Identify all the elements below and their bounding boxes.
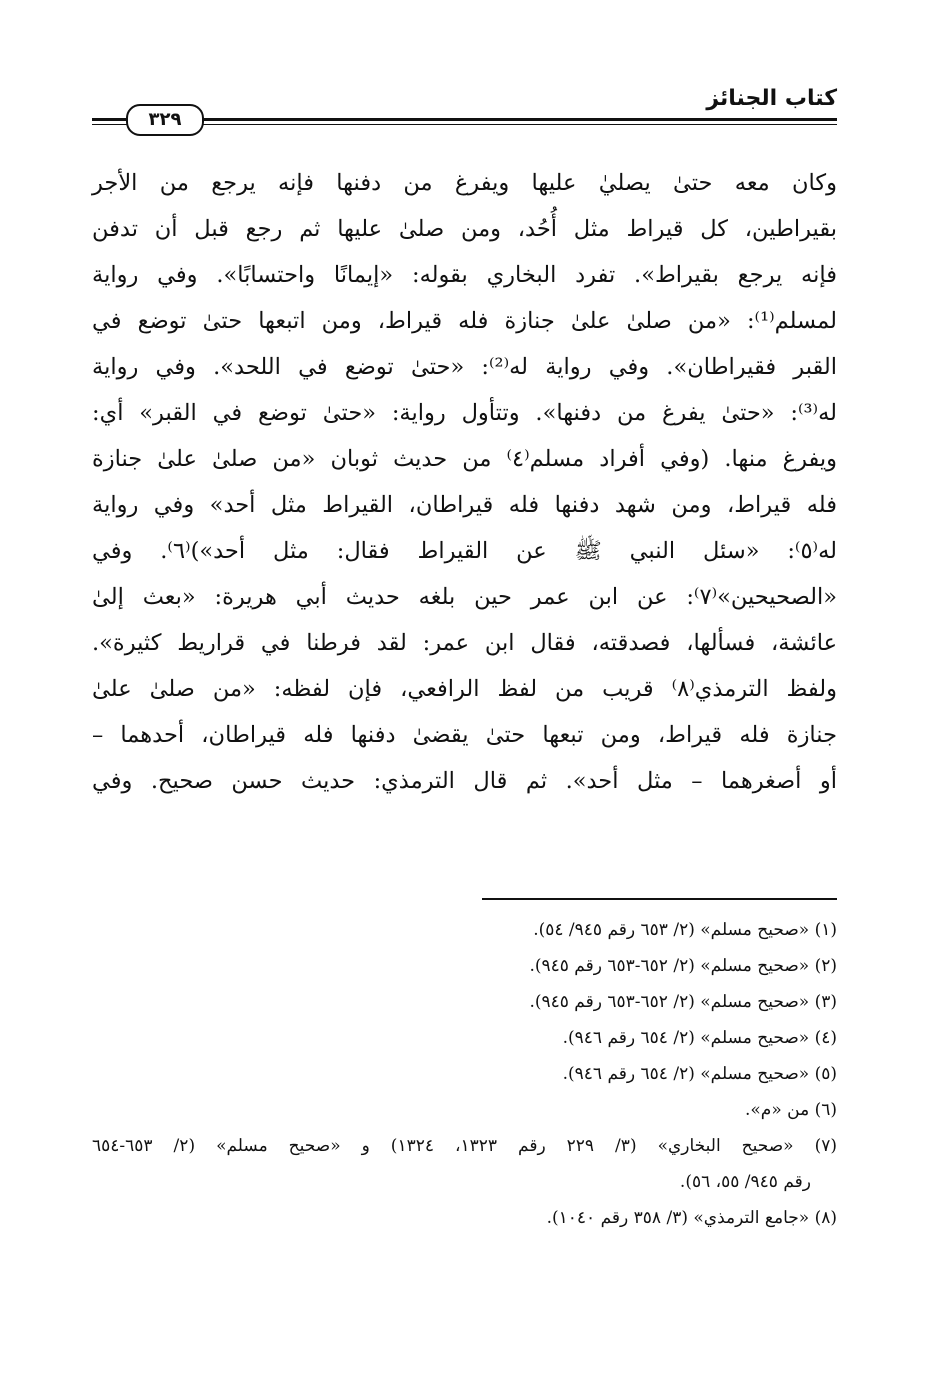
footnote: (٨) «جامع الترمذي» (٣/ ٣٥٨ رقم ١٠٤٠).	[546, 1208, 837, 1228]
footnotes	[92, 912, 837, 1236]
text-line: «الصحيحين»⁽٧⁾: عن ابن عمر حين بلغه حديث أبي هريرة: «بعث إلىٰ	[92, 584, 837, 610]
footnote: (٣) «صحيح مسلم» (٢/ ٦٥٢-٦٥٣ رقم ٩٤٥).	[529, 992, 837, 1012]
text-line: أو أصغرهما – مثل أحد». ثم قال الترمذي: حديث حسن صحيح. وفي	[92, 768, 837, 794]
text-line: له⁽٥⁾: «سئل النبي ﷺ عن القيراط فقال: مثل أحد»)⁽٦⁾. وفي	[92, 538, 837, 564]
chapter-title: كتاب الجنائز	[706, 86, 837, 111]
text-line: القبر فقيراطان». وفي رواية له⁽²⁾: «حتىٰ توضع في اللحد». وفي رواية	[92, 354, 838, 380]
text-line: فله قيراط، ومن شهد دفنها فله قيراطان، القيراط مثل أحد» وفي رواية	[92, 492, 837, 518]
footnote: (٧) «صحيح البخاري» (٣/ ٢٢٩ رقم ١٣٢٣، ١٣٢٤) و «صحيح مسلم» (٢/ ٦٥٣-٦٥٤	[92, 1136, 837, 1156]
text-line: جنازة فله قيراط، ومن تبعها حتىٰ يقضىٰ دفنها فله قيراطان، أحدهما –	[92, 722, 837, 748]
footnote-divider	[482, 898, 837, 900]
text-line: فإنه يرجع بقيراط». تفرد البخاري بقوله: «إيمانًا واحتسابًا». وفي رواية	[92, 262, 837, 288]
text-line: بقيراطين، كل قيراط مثل أُحُد، ومن صلىٰ عليها ثم رجع قبل أن تدفن	[92, 216, 837, 242]
text-line: وكان معه حتىٰ يصليٰ عليها ويفرغ من دفنها فإنه يرجع من الأجر	[92, 170, 837, 196]
text-line: ويفرغ منها. (وفي أفراد مسلم⁽٤⁾ من حديث ثوبان «من صلىٰ علىٰ جنازة	[92, 446, 837, 472]
page-number: ٣٢٩	[126, 104, 204, 136]
footnote: (٤) «صحيح مسلم» (٢/ ٦٥٤ رقم ٩٤٦).	[562, 1028, 837, 1048]
page-header	[92, 82, 837, 132]
footnote: (١) «صحيح مسلم» (٢/ ٦٥٣ رقم ٩٤٥/ ٥٤).	[533, 920, 837, 940]
text-line: لمسلم⁽¹⁾: «من صلىٰ علىٰ جنازة فله قيراط، ومن اتبعها حتىٰ توضع في	[92, 308, 837, 334]
text-line: ولفظ الترمذي⁽٨⁾ قريب من لفظ الرافعي، فإن لفظه: «من صلىٰ علىٰ	[92, 676, 837, 702]
text-line: عائشة، فسألها، فصدقته، فقال ابن عمر: لقد فرطنا في قراريط كثيرة».	[92, 630, 837, 656]
text-line: له⁽³⁾: «حتىٰ يفرغ من دفنها». وتتأول رواية: «حتىٰ توضع في القبر» أي:	[92, 400, 837, 426]
footnote: (٦) من «م».	[745, 1100, 837, 1120]
footnote: (٥) «صحيح مسلم» (٢/ ٦٥٤ رقم ٩٤٦).	[562, 1064, 837, 1084]
footnote-continuation: رقم ٩٤٥/ ٥٥، ٥٦).	[679, 1172, 811, 1192]
footnote: (٢) «صحيح مسلم» (٢/ ٦٥٢-٦٥٣ رقم ٩٤٥).	[529, 956, 837, 976]
main-text	[92, 160, 837, 804]
